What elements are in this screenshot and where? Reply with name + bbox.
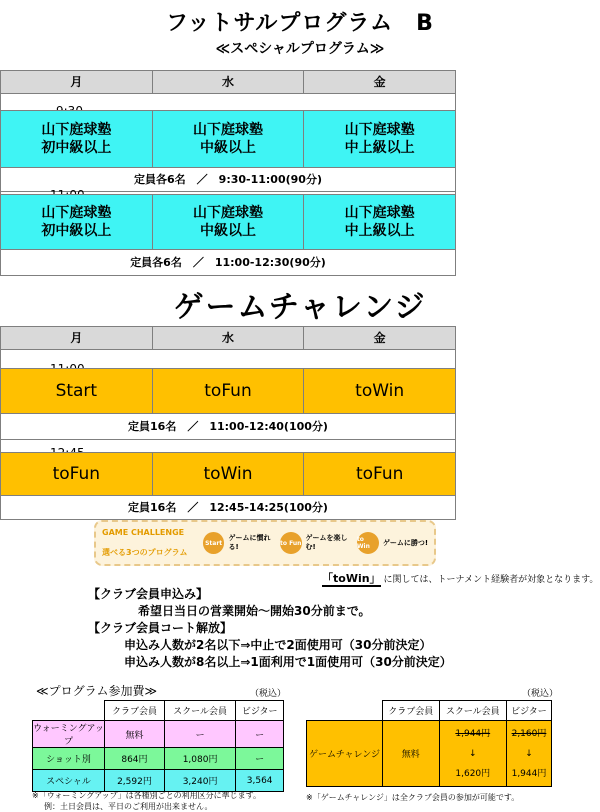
fee-title: ≪プログラム参加費≫ (36, 684, 158, 698)
game-fee-note: ※「ゲームチャレンジ」は全クラブ会員の参加が可能です。 (306, 793, 520, 802)
page-title: フットサルプログラム B (166, 11, 434, 36)
col-school: スクール会員 (164, 701, 235, 721)
game-cell: toFun (153, 369, 305, 413)
rule-line: 申込み人数が2名以下⇒中止で2面使用可（30分前決定） (124, 638, 432, 652)
table-row: スペシャル 2,592円 3,240円 3,564 (33, 770, 284, 792)
day-wed: 水 (153, 327, 305, 349)
futsal-cell: 山下庭球塾 中上級以上 (344, 205, 415, 239)
game-cell: toFun (355, 464, 404, 484)
game-cell: toWin (153, 453, 305, 495)
rule-line: 希望日当日の営業開始～開始30分前まで。 (138, 604, 371, 618)
day-fri: 金 (373, 331, 386, 345)
towin-badge-icon: to Win (357, 532, 379, 554)
banner-item-tofun: to Fun ゲームを楽しむ! (280, 532, 357, 554)
futsal-day-header (0, 70, 456, 94)
start-badge-icon: Start (203, 532, 225, 554)
futsal-capacity-2: 定員各6名 ／ 11:00-12:30(90分) (0, 250, 456, 276)
table-row: ウォーミングアップ 無料 ー ー (33, 721, 284, 748)
rule-line: 申込み人数が8名以上⇒1面利用で1面使用可（30分前決定） (124, 655, 452, 669)
col-visitor: ビジター (506, 701, 551, 721)
col-visitor: ビジター (236, 701, 284, 721)
game-capacity-1: 定員16名 ／ 11:00-12:40(100分) (0, 414, 456, 440)
club-rules (88, 586, 452, 671)
game-fee-table (306, 700, 552, 787)
tax-label: （税込） (522, 689, 559, 699)
game-slot-2 (0, 452, 456, 496)
col-club: クラブ会員 (383, 701, 440, 721)
game-challenge-logo: GAME CHALLENGE 選べる3つのプログラム (102, 528, 188, 557)
day-mon: 月 (1, 327, 153, 349)
game-challenge-title: ゲームチャレンジ (173, 290, 427, 325)
col-club: クラブ会員 (105, 701, 165, 721)
tofun-badge-icon: to Fun (280, 532, 302, 554)
futsal-cell: 山下庭球塾 初中級以上 (1, 111, 153, 167)
futsal-cell: 山下庭球塾 中上級以上 (344, 122, 415, 156)
futsal-slot-1 (0, 110, 456, 168)
table-row: ショット別 864円 1,080円 ー (33, 748, 284, 770)
day-mon: 月 (1, 71, 153, 93)
table-row: ゲームチャレンジ 無料 1,944円 ↓ 1,620円 2,160円 ↓ 1,944円 (307, 721, 552, 787)
col-school: スクール会員 (439, 701, 506, 721)
banner-item-start: Start ゲームに慣れる! (203, 532, 280, 554)
game-cell: Start (1, 369, 153, 413)
game-cell: toFun (1, 453, 153, 495)
fee-note: ※「ウォーミングアップ」は各種別ごとの利用区分に準じます。 例：土日会員は、平日のご利用が出来ません。 (32, 791, 262, 811)
tax-label: （税込） (250, 689, 287, 699)
game-capacity-2: 定員16名 ／ 12:45-14:25(100分) (0, 496, 456, 520)
towin-note: 「toWin」 に関しては、トーナメント経験者が対象となります。 (322, 572, 599, 585)
futsal-cell: 山下庭球塾 初中級以上 (1, 195, 153, 249)
day-wed: 水 (153, 71, 305, 93)
futsal-cell: 山下庭球塾 中級以上 (153, 111, 305, 167)
rule-heading-court: 【クラブ会員コート解放】 (88, 621, 233, 635)
futsal-capacity-1: 定員各6名 ／ 9:30-11:00(90分) (0, 168, 456, 192)
game-program-banner (94, 520, 436, 566)
rule-heading-apply: 【クラブ会員申込み】 (88, 587, 209, 601)
day-fri: 金 (373, 75, 386, 89)
futsal-slot-2 (0, 194, 456, 250)
game-cell: toWin (355, 381, 405, 401)
banner-item-towin: to Win ゲームに勝つ! (357, 532, 434, 554)
page-subtitle: ≪スペシャルプログラム≫ (215, 41, 385, 57)
program-fee-table (32, 700, 284, 792)
game-slot-1 (0, 368, 456, 414)
game-day-header (0, 326, 456, 350)
futsal-cell: 山下庭球塾 中級以上 (153, 195, 305, 249)
